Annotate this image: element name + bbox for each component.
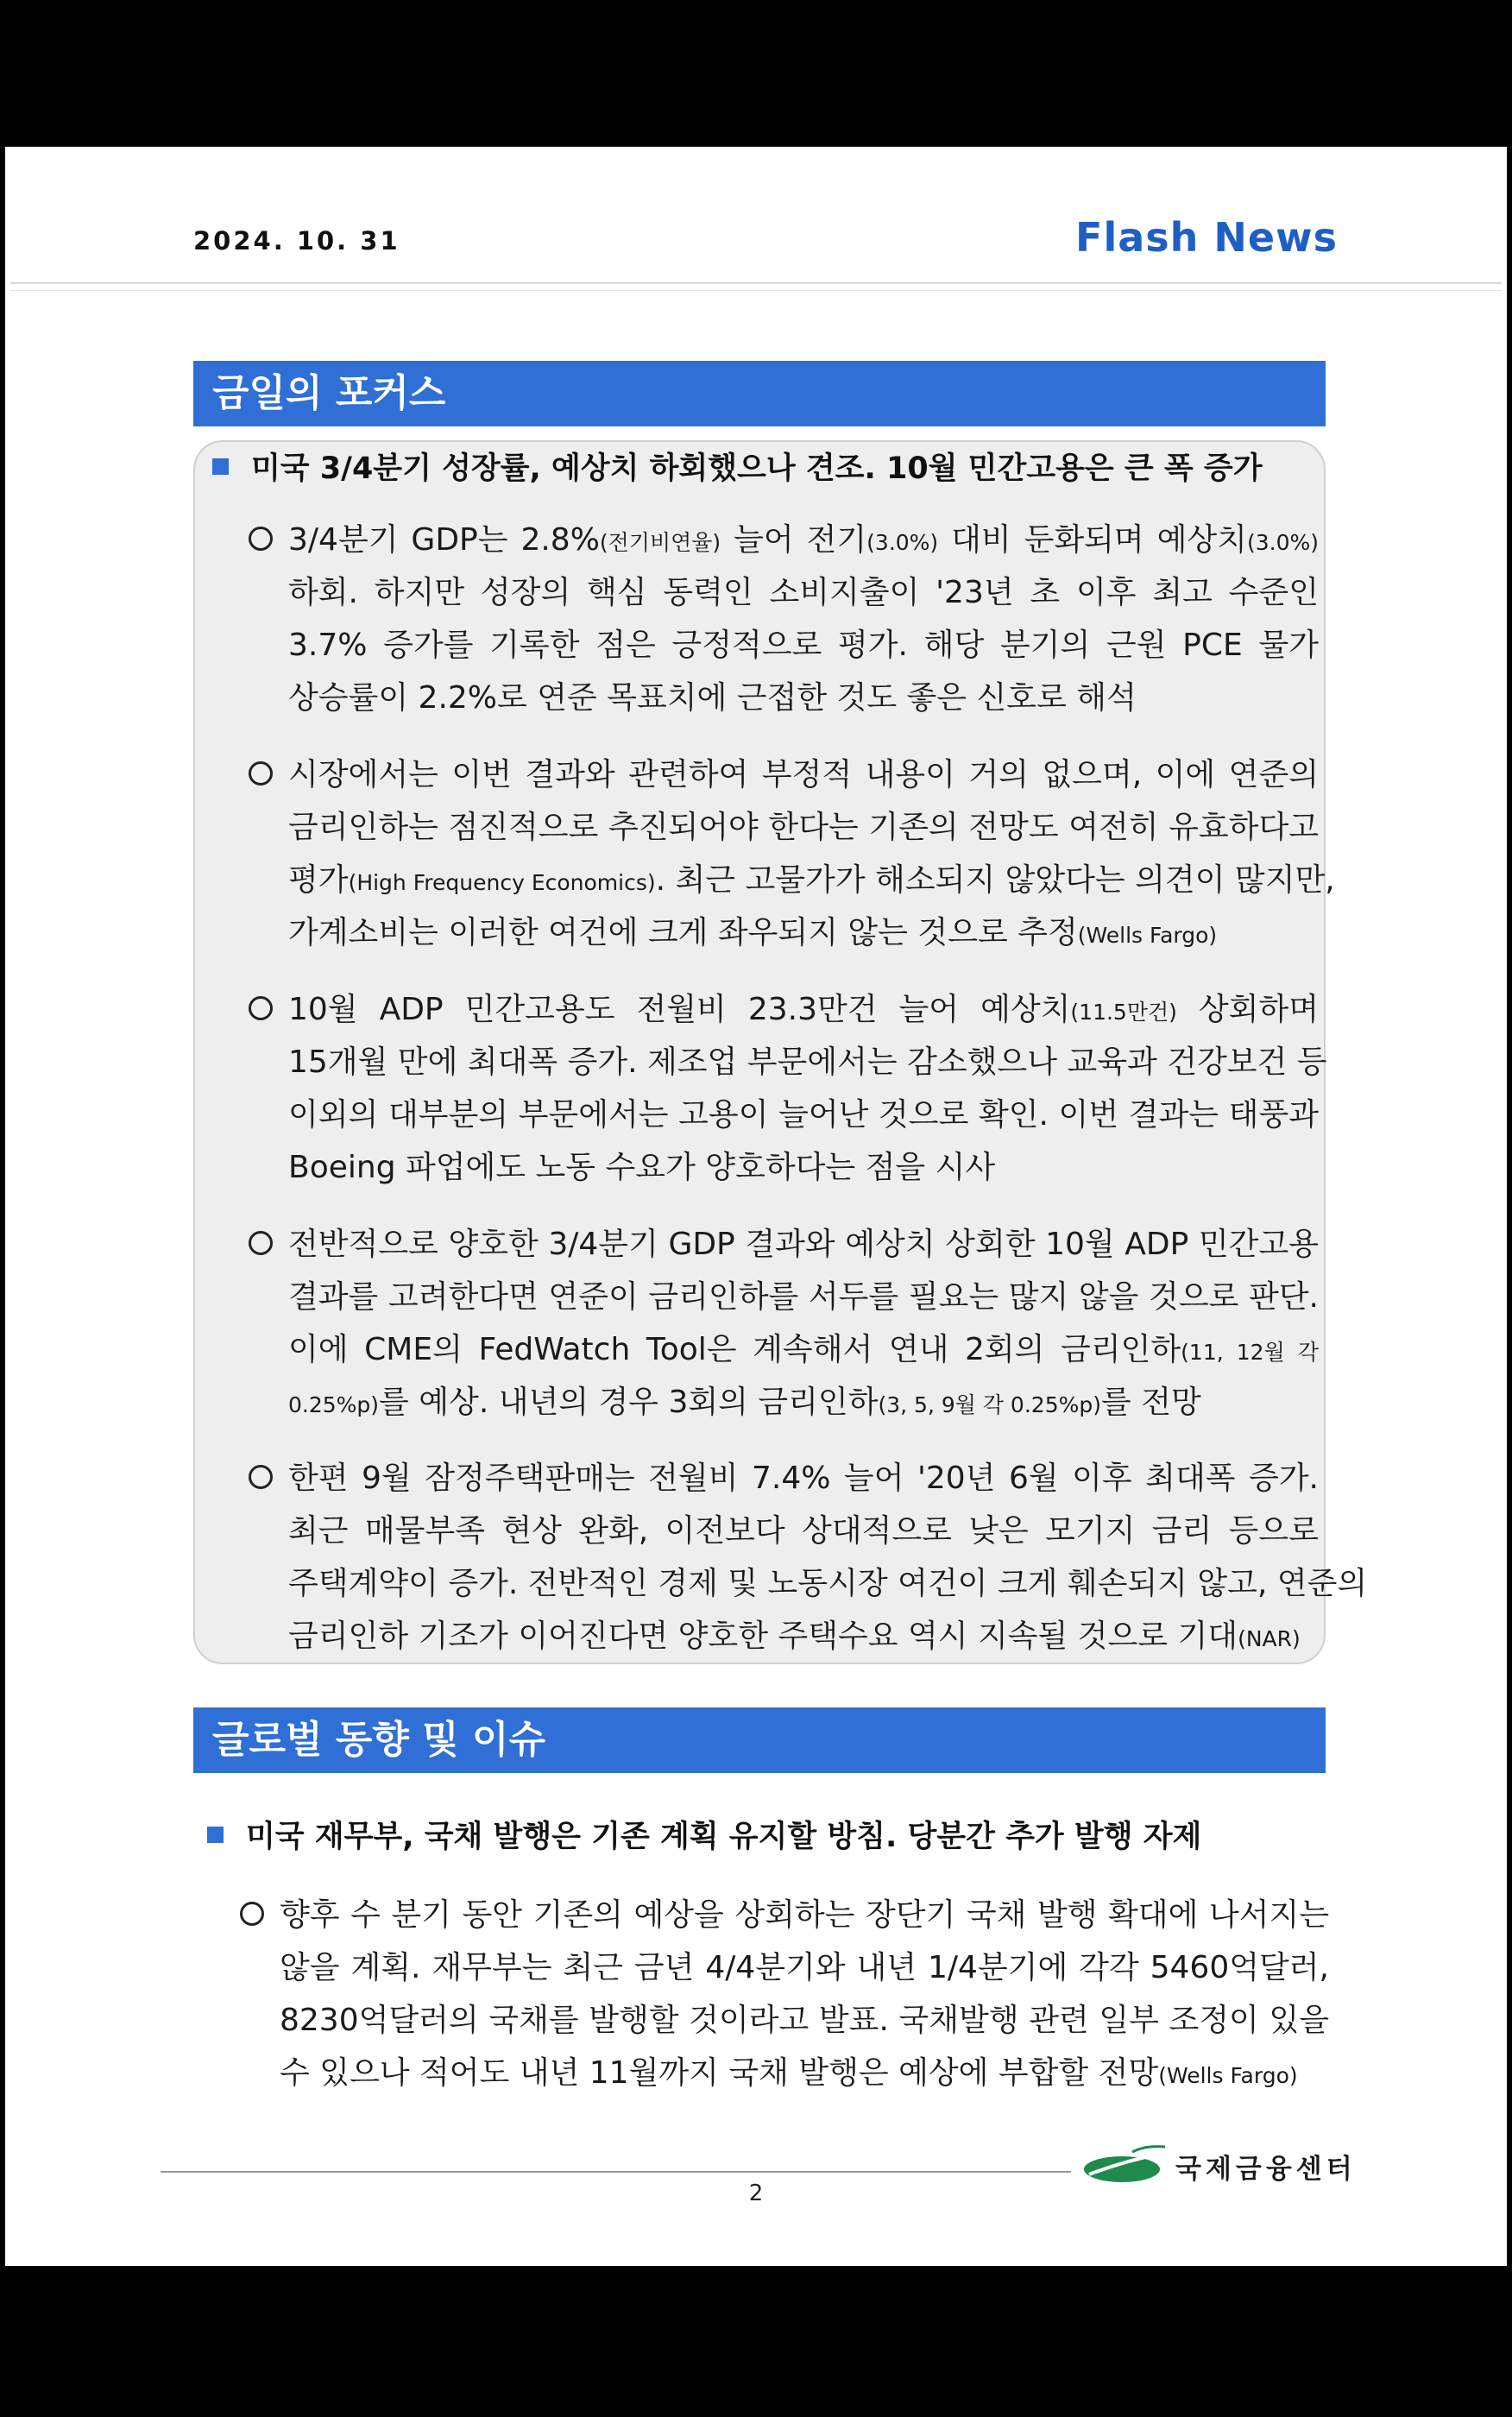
paragraph-line [249, 1452, 1319, 1505]
header-divider [10, 282, 1502, 284]
circle-bullet-icon [249, 761, 273, 786]
section-title-global: 글로벌 동향 및 이슈 [193, 1707, 1326, 1773]
text-segment: 금리인하는 점진적으로 추진되어야 한다는 기존의 전망도 여전히 유효하다고 [288, 810, 1319, 845]
source-note: (NAR) [1238, 1626, 1301, 1651]
paragraph-line [240, 1941, 1329, 1994]
logo-mark-icon [1080, 2143, 1167, 2187]
paragraph-line [249, 1610, 1319, 1663]
source-note: (High Frequency Economics) [348, 870, 656, 895]
text-segment: 금리인하 기조가 이어진다면 양호한 주택수요 역시 지속될 것으로 기대 [288, 1619, 1238, 1654]
source-note: (3.0%) [866, 530, 939, 555]
text-segment: 않을 계획. 재무부는 최근 금년 4/4분기와 내년 1/4분기에 각각 5460억달러, [280, 1950, 1329, 1985]
header-divider-thin [10, 290, 1502, 291]
bullet-paragraph [249, 514, 1319, 724]
bullet-paragraph [249, 983, 1327, 1194]
text-segment: 를 예상. 내년의 경우 3회의 금리인하 [379, 1385, 879, 1420]
paragraph-line [249, 619, 1319, 672]
focus-headline-text: 미국 3/4분기 성장률, 예상치 하회했으나 견조. 10월 민간고용은 큰 폭 증가 [251, 451, 1263, 486]
text-segment: 결과를 고려한다면 연준이 금리인하를 서두를 필요는 많지 않을 것으로 판단. [288, 1279, 1319, 1315]
text-segment: 가계소비는 이러한 여건에 크게 좌우되지 않는 것으로 추정 [288, 915, 1078, 950]
paragraph-line [249, 1376, 1319, 1429]
text-segment: 이에 CME의 FedWatch Tool은 계속해서 연내 2회의 금리인하 [288, 1332, 1181, 1367]
text-segment: 3.7% 증가를 기록한 점은 긍정적으로 평가. 해당 분기의 근원 PCE 물가 [288, 628, 1319, 663]
paragraph-line [249, 748, 1319, 801]
circle-bullet-icon [249, 996, 273, 1020]
global-headline [207, 1813, 1201, 1856]
circle-bullet-icon [240, 1902, 264, 1926]
paragraph-line [249, 566, 1319, 619]
source-note: (11.5만건) [1070, 1000, 1177, 1025]
text-segment: 늘어 전기 [721, 522, 867, 558]
section-title-focus: 금일의 포커스 [193, 361, 1326, 426]
paragraph-line [249, 1557, 1368, 1610]
circle-bullet-icon [249, 1231, 273, 1255]
paragraph-line [249, 854, 1335, 906]
bullet-paragraph [249, 748, 1335, 959]
text-segment: 시장에서는 이번 결과와 관련하여 부정적 내용이 거의 없으며, 이에 연준의 [288, 757, 1319, 792]
paragraph-line [249, 1036, 1327, 1089]
source-note: (전기비연율) [599, 530, 721, 555]
text-segment: 15개월 만에 최대폭 증가. 제조업 부문에서는 감소했으나 교육과 건강보건 등 [288, 1044, 1327, 1080]
text-segment: 0.25%p) [288, 1392, 380, 1417]
text-segment: 평가 [288, 862, 349, 898]
paragraph-line [249, 514, 1319, 566]
bullet-paragraph [249, 1452, 1368, 1663]
paragraph-line [249, 1271, 1319, 1323]
text-segment: 이외의 대부분의 부문에서는 고용이 늘어난 것으로 확인. 이번 결과는 태풍과 [288, 1097, 1319, 1133]
paragraph-line [249, 906, 1319, 959]
page-number: 2 [748, 2180, 764, 2206]
text-segment: 상회하며 [1176, 992, 1319, 1027]
text-segment: 상승률이 2.2%로 연준 목표치에 근접한 것도 좋은 신호로 해석 [288, 680, 1137, 716]
bullet-paragraph [249, 1218, 1319, 1429]
text-segment: 3/4분기 GDP는 2.8% [288, 522, 600, 558]
paragraph-line [249, 1141, 1319, 1194]
paragraph-line [240, 1994, 1329, 2047]
circle-bullet-icon [249, 527, 273, 551]
kcif-logo [1080, 2136, 1357, 2188]
source-note: (Wells Fargo) [1158, 2063, 1298, 2088]
paragraph-line [249, 1089, 1319, 1141]
square-bullet-icon [207, 1827, 224, 1843]
text-segment: 주택계약이 증가. 전반적인 경제 및 노동시장 여건이 크게 훼손되지 않고, 연준의 [288, 1566, 1368, 1601]
text-segment: 대비 둔화되며 예상치 [938, 522, 1247, 558]
focus-headline [212, 445, 1263, 488]
text-segment: Boeing 파업에도 노동 수요가 양호하다는 점을 시사 [288, 1150, 996, 1185]
paragraph-line [249, 1218, 1319, 1271]
square-bullet-icon [212, 458, 229, 475]
footer-divider [161, 2171, 1071, 2173]
text-segment: 최근 매물부족 현상 완화, 이전보다 상대적으로 낮은 모기지 금리 등으로 [288, 1513, 1319, 1549]
text-segment: 8230억달러의 국채를 발행할 것이라고 발표. 국채발행 관련 일부 조정이 있을 [280, 2003, 1329, 2038]
text-segment: 수 있으나 적어도 내년 11월까지 국채 발행은 예상에 부합할 전망 [280, 2055, 1159, 2091]
circle-bullet-icon [249, 1465, 273, 1489]
text-segment: 한편 9월 잠정주택판매는 전월비 7.4% 늘어 '20년 6월 이후 최대폭 증가. [288, 1461, 1319, 1496]
source-note: (Wells Fargo) [1077, 923, 1218, 948]
text-segment: 전반적으로 양호한 3/4분기 GDP 결과와 예상치 상회한 10월 ADP 민간고용 [288, 1227, 1319, 1262]
text-segment: . 최근 고물가가 해소되지 않았다는 의견이 많지만, [655, 862, 1335, 898]
logo-text: 국제금융센터 [1175, 2154, 1357, 2185]
text-segment: 를 전망 [1100, 1385, 1201, 1420]
paragraph-line [240, 1889, 1329, 1941]
paragraph-line [249, 801, 1319, 854]
global-headline-text: 미국 재무부, 국채 발행은 기존 계획 유지할 방침. 당분간 추가 발행 자제 [246, 1820, 1202, 1854]
source-note: (11, 12월 각 [1181, 1340, 1319, 1365]
text-segment: 하회. 하지만 성장의 핵심 동력인 소비지출이 '23년 초 이후 최고 수준인 [288, 575, 1319, 610]
paragraph-line [240, 2047, 1329, 2099]
text-segment: 10월 ADP 민간고용도 전월비 23.3만건 늘어 예상치 [288, 992, 1071, 1027]
paragraph-line [249, 1505, 1319, 1557]
document-page [5, 147, 1507, 2266]
source-note: (3.0%) [1246, 530, 1319, 555]
report-date: 2024. 10. 31 [193, 226, 400, 256]
bullet-paragraph [240, 1889, 1329, 2099]
report-title: Flash News [1075, 214, 1338, 261]
text-segment: 향후 수 분기 동안 기존의 예상을 상회하는 장단기 국채 발행 확대에 나서지는 [280, 1897, 1329, 1933]
paragraph-line [249, 983, 1319, 1036]
source-note: (3, 5, 9월 각 0.25%p) [878, 1392, 1101, 1417]
paragraph-line [249, 672, 1319, 724]
paragraph-line [249, 1323, 1319, 1376]
